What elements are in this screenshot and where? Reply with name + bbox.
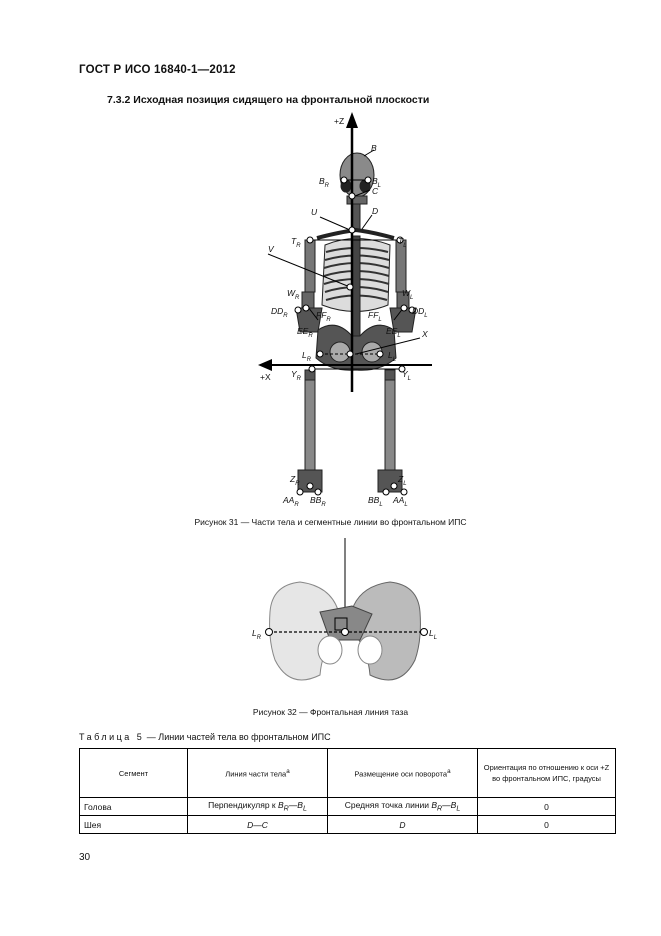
label-ffl: $FF_L$: [368, 310, 382, 323]
label-b: B: [371, 143, 377, 153]
cell-line: D—C: [188, 816, 328, 834]
label-d: D: [372, 206, 379, 216]
label-bbr: $BB_R$: [310, 495, 326, 508]
label-br: $B_R$: [319, 176, 330, 189]
label-ddr: $DD_R$: [271, 306, 288, 319]
cell-orientation: 0: [478, 816, 616, 834]
figure-32-caption: Рисунок 32 — Фронтальная линия таза: [252, 707, 409, 717]
label-eel: $EE_L$: [386, 326, 401, 339]
axis-x-label: +X: [260, 372, 271, 382]
label-eer: $EE_R$: [297, 326, 313, 339]
cell-line: Перпендикуляр к $B_R—B_L$: [188, 798, 328, 816]
label-yl: $Y_L$: [402, 369, 412, 382]
label-wr: $W_R$: [287, 288, 300, 301]
label-yr: $Y_R$: [291, 369, 302, 382]
header-pivot: Размещение оси поворота$^a$: [328, 749, 478, 798]
cell-pivot: D: [328, 816, 478, 834]
cell-segment: Шея: [80, 816, 188, 834]
page-number: 30: [79, 852, 91, 863]
label-aar: $AA_R$: [283, 495, 299, 508]
table-header-row: [80, 749, 616, 798]
section-title: 7.3.2 Исходная позиция сидящего на фронтальной плоскости: [107, 94, 430, 106]
label-zr: $Z_R$: [290, 474, 300, 487]
label-bbl: $BB_L$: [368, 495, 383, 508]
header-line: Линия части тела$^a$: [188, 749, 328, 798]
table-row: [80, 798, 616, 816]
label-tr: $T_R$: [291, 236, 301, 249]
cell-orientation: 0: [478, 798, 616, 816]
table-caption: Таблица 5 — Линии частей тела во фронтальном ИПС: [79, 732, 331, 742]
label-aal: $AA_L$: [393, 495, 408, 508]
pelvis-label-right: $L_L$: [429, 628, 438, 641]
label-zl: $Z_L$: [398, 474, 407, 487]
label-c: C: [372, 186, 379, 196]
label-ffr: $FF_R$: [316, 310, 331, 323]
label-wl: $W_L$: [402, 288, 414, 301]
pelvis-label-left: $L_R$: [252, 628, 262, 641]
body-lines-table: [79, 748, 616, 834]
header-segment: Сегмент: [80, 749, 188, 798]
label-lr: $L_R$: [302, 350, 312, 363]
label-tl: $T_L$: [398, 236, 407, 249]
figure-31-caption: Рисунок 31 — Части тела и сегментные линии во фронтальном ИПС: [194, 517, 467, 527]
label-u: U: [311, 207, 318, 217]
label-bl: $B_L$: [372, 176, 382, 189]
cell-segment: Голова: [80, 798, 188, 816]
cell-pivot: Средняя точка линии $B_R—B_L$: [328, 798, 478, 816]
label-ll: $L_L$: [388, 350, 397, 363]
table-row: [80, 816, 616, 834]
header-orientation: Ориентация по отношению к оси +Z во фронтальном ИПС, градусы: [478, 749, 616, 798]
skeleton-drawing: [296, 153, 416, 492]
label-v: V: [268, 244, 274, 254]
label-ddl: $DD_L$: [412, 306, 428, 319]
figure-32-pelvis: [266, 538, 428, 680]
axis-z-label: +Z: [334, 116, 345, 126]
label-x: X: [422, 329, 428, 339]
document-header: ГОСТ Р ИСО 16840-1—2012: [79, 64, 236, 76]
